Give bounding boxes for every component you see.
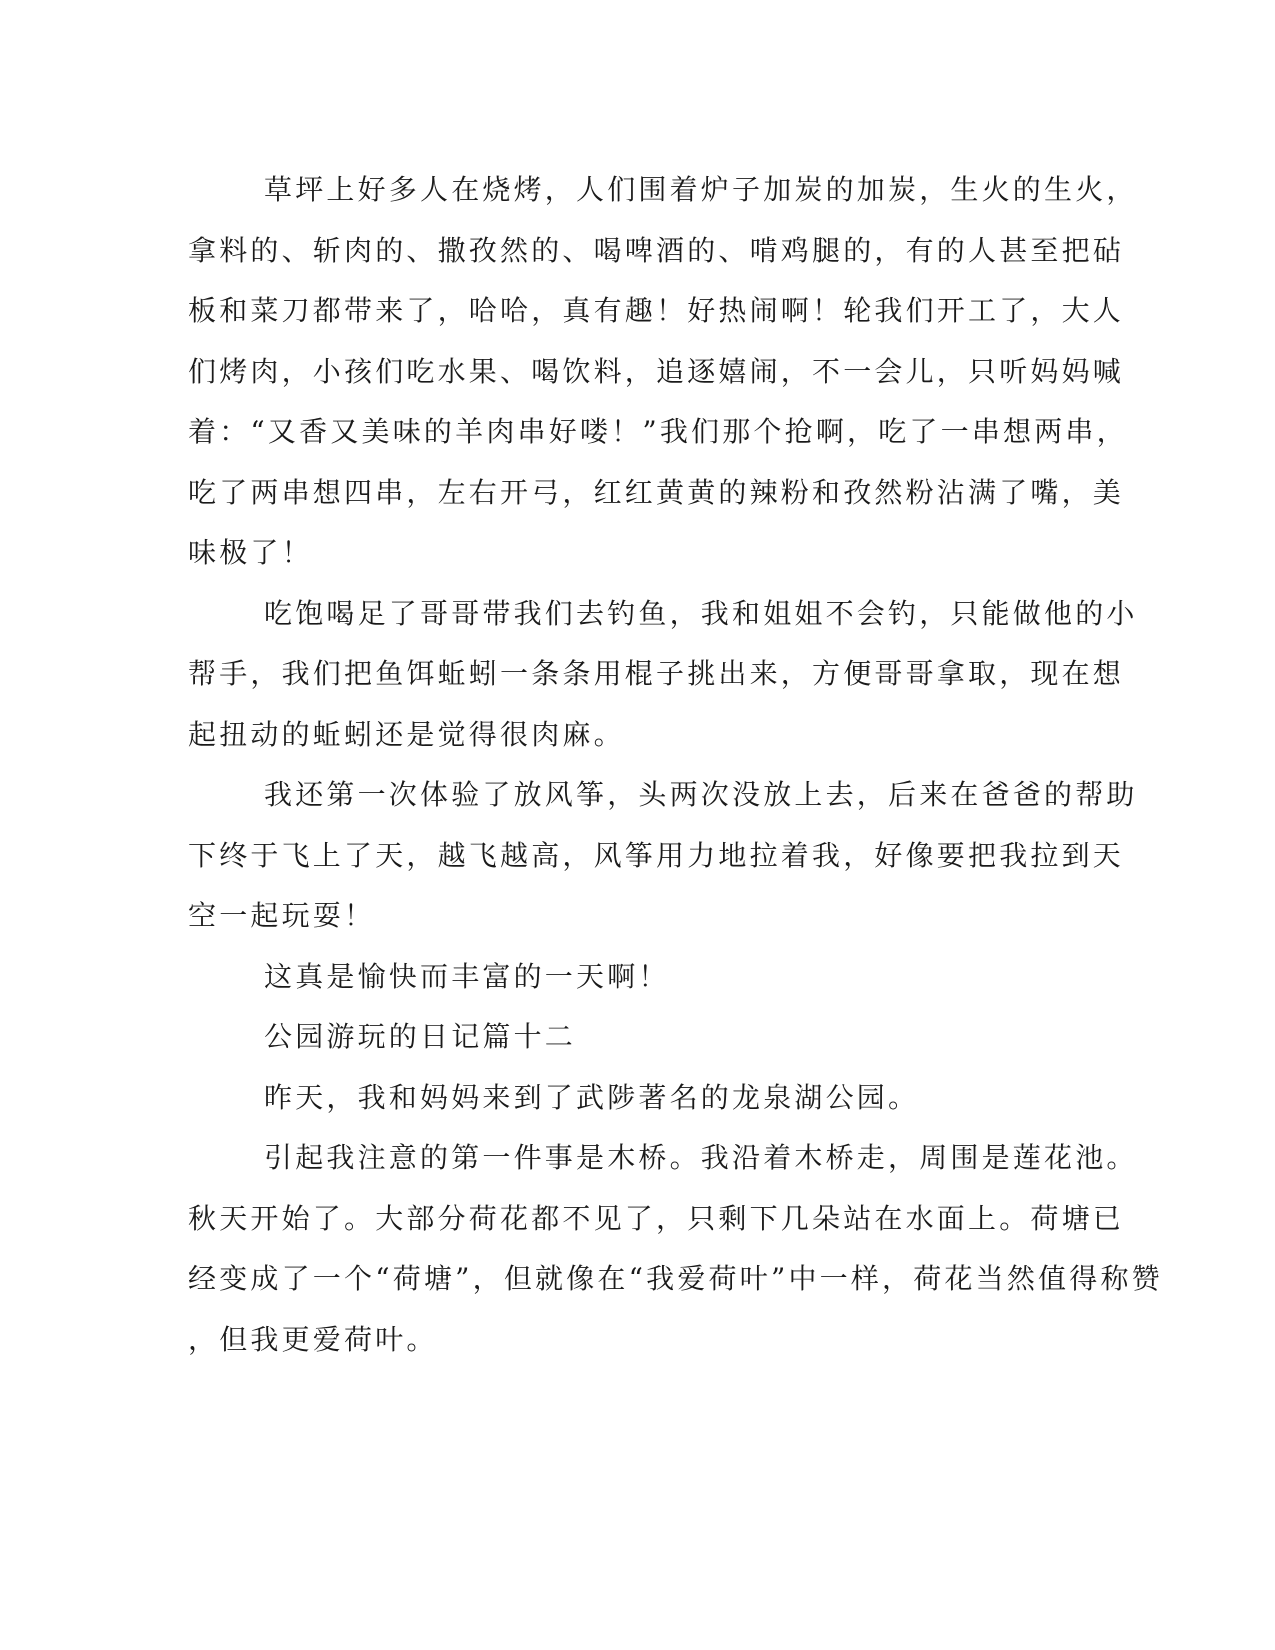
text-line: ，但我更爱荷叶。 [188, 1322, 438, 1356]
paragraph-fishing [188, 584, 1138, 766]
text-line: 引起我注意的第一件事是木桥。我沿着木桥走，周围是莲花池。 [264, 1141, 1138, 1174]
paragraph-kite [188, 765, 1138, 947]
text-line: 草坪上好多人在烧烤，人们围着炉子加炭的加炭，生火的生火， [264, 173, 1138, 206]
text-line: 味极了！ [188, 536, 313, 569]
text-line: 下终于飞上了天，越飞越高，风筝用力地拉着我，好像要把我拉到天 [188, 838, 1125, 872]
text-line: 这真是愉快而丰富的一天啊！ [264, 959, 670, 993]
paragraph-bbq [188, 160, 1138, 584]
paragraph-summary [188, 947, 1088, 1008]
text-line: 经变成了一个“荷塘”，但就像在“我爱荷叶”中一样，荷花当然值得称赞 [188, 1262, 1163, 1295]
text-line: 起扭动的蚯蚓还是觉得很肉麻。 [188, 717, 625, 751]
text-line: 秋天开始了。大部分荷花都不见了，只剩下几朵站在水面上。荷塘已 [188, 1201, 1125, 1235]
text-line: 着：“又香又美味的羊肉串好喽！”我们那个抢啊，吃了一串想两串， [188, 415, 1128, 448]
section-heading [188, 1007, 1088, 1068]
text-line: 帮手，我们把鱼饵蚯蚓一条条用棍子挑出来，方便哥哥拿取，现在想 [188, 657, 1125, 690]
text-line: 板和菜刀都带来了，哈哈，真有趣！好热闹啊！轮我们开工了，大人 [188, 294, 1125, 327]
text-line: 们烤肉，小孩们吃水果、喝饮料，追逐嬉闹，不一会儿，只听妈妈喊 [188, 354, 1125, 388]
paragraph-bridge [188, 1128, 1163, 1370]
text-line: 昨天，我和妈妈来到了武陟著名的龙泉湖公园。 [264, 1080, 920, 1114]
section-title: 公园游玩的日记篇十二 [264, 1020, 577, 1053]
text-line: 吃饱喝足了哥哥带我们去钓鱼，我和姐姐不会钓，只能做他的小 [264, 596, 1138, 630]
paragraph-intro [188, 1068, 1088, 1129]
text-line: 吃了两串想四串，左右开弓，红红黄黄的辣粉和孜然粉沾满了嘴，美 [188, 475, 1125, 509]
text-line: 拿料的、斩肉的、撒孜然的、喝啤酒的、啃鸡腿的，有的人甚至把砧 [188, 233, 1125, 267]
text-line: 空一起玩耍！ [188, 899, 376, 932]
document-body [188, 160, 1163, 1370]
text-line: 我还第一次体验了放风筝，头两次没放上去，后来在爸爸的帮助 [264, 778, 1138, 811]
